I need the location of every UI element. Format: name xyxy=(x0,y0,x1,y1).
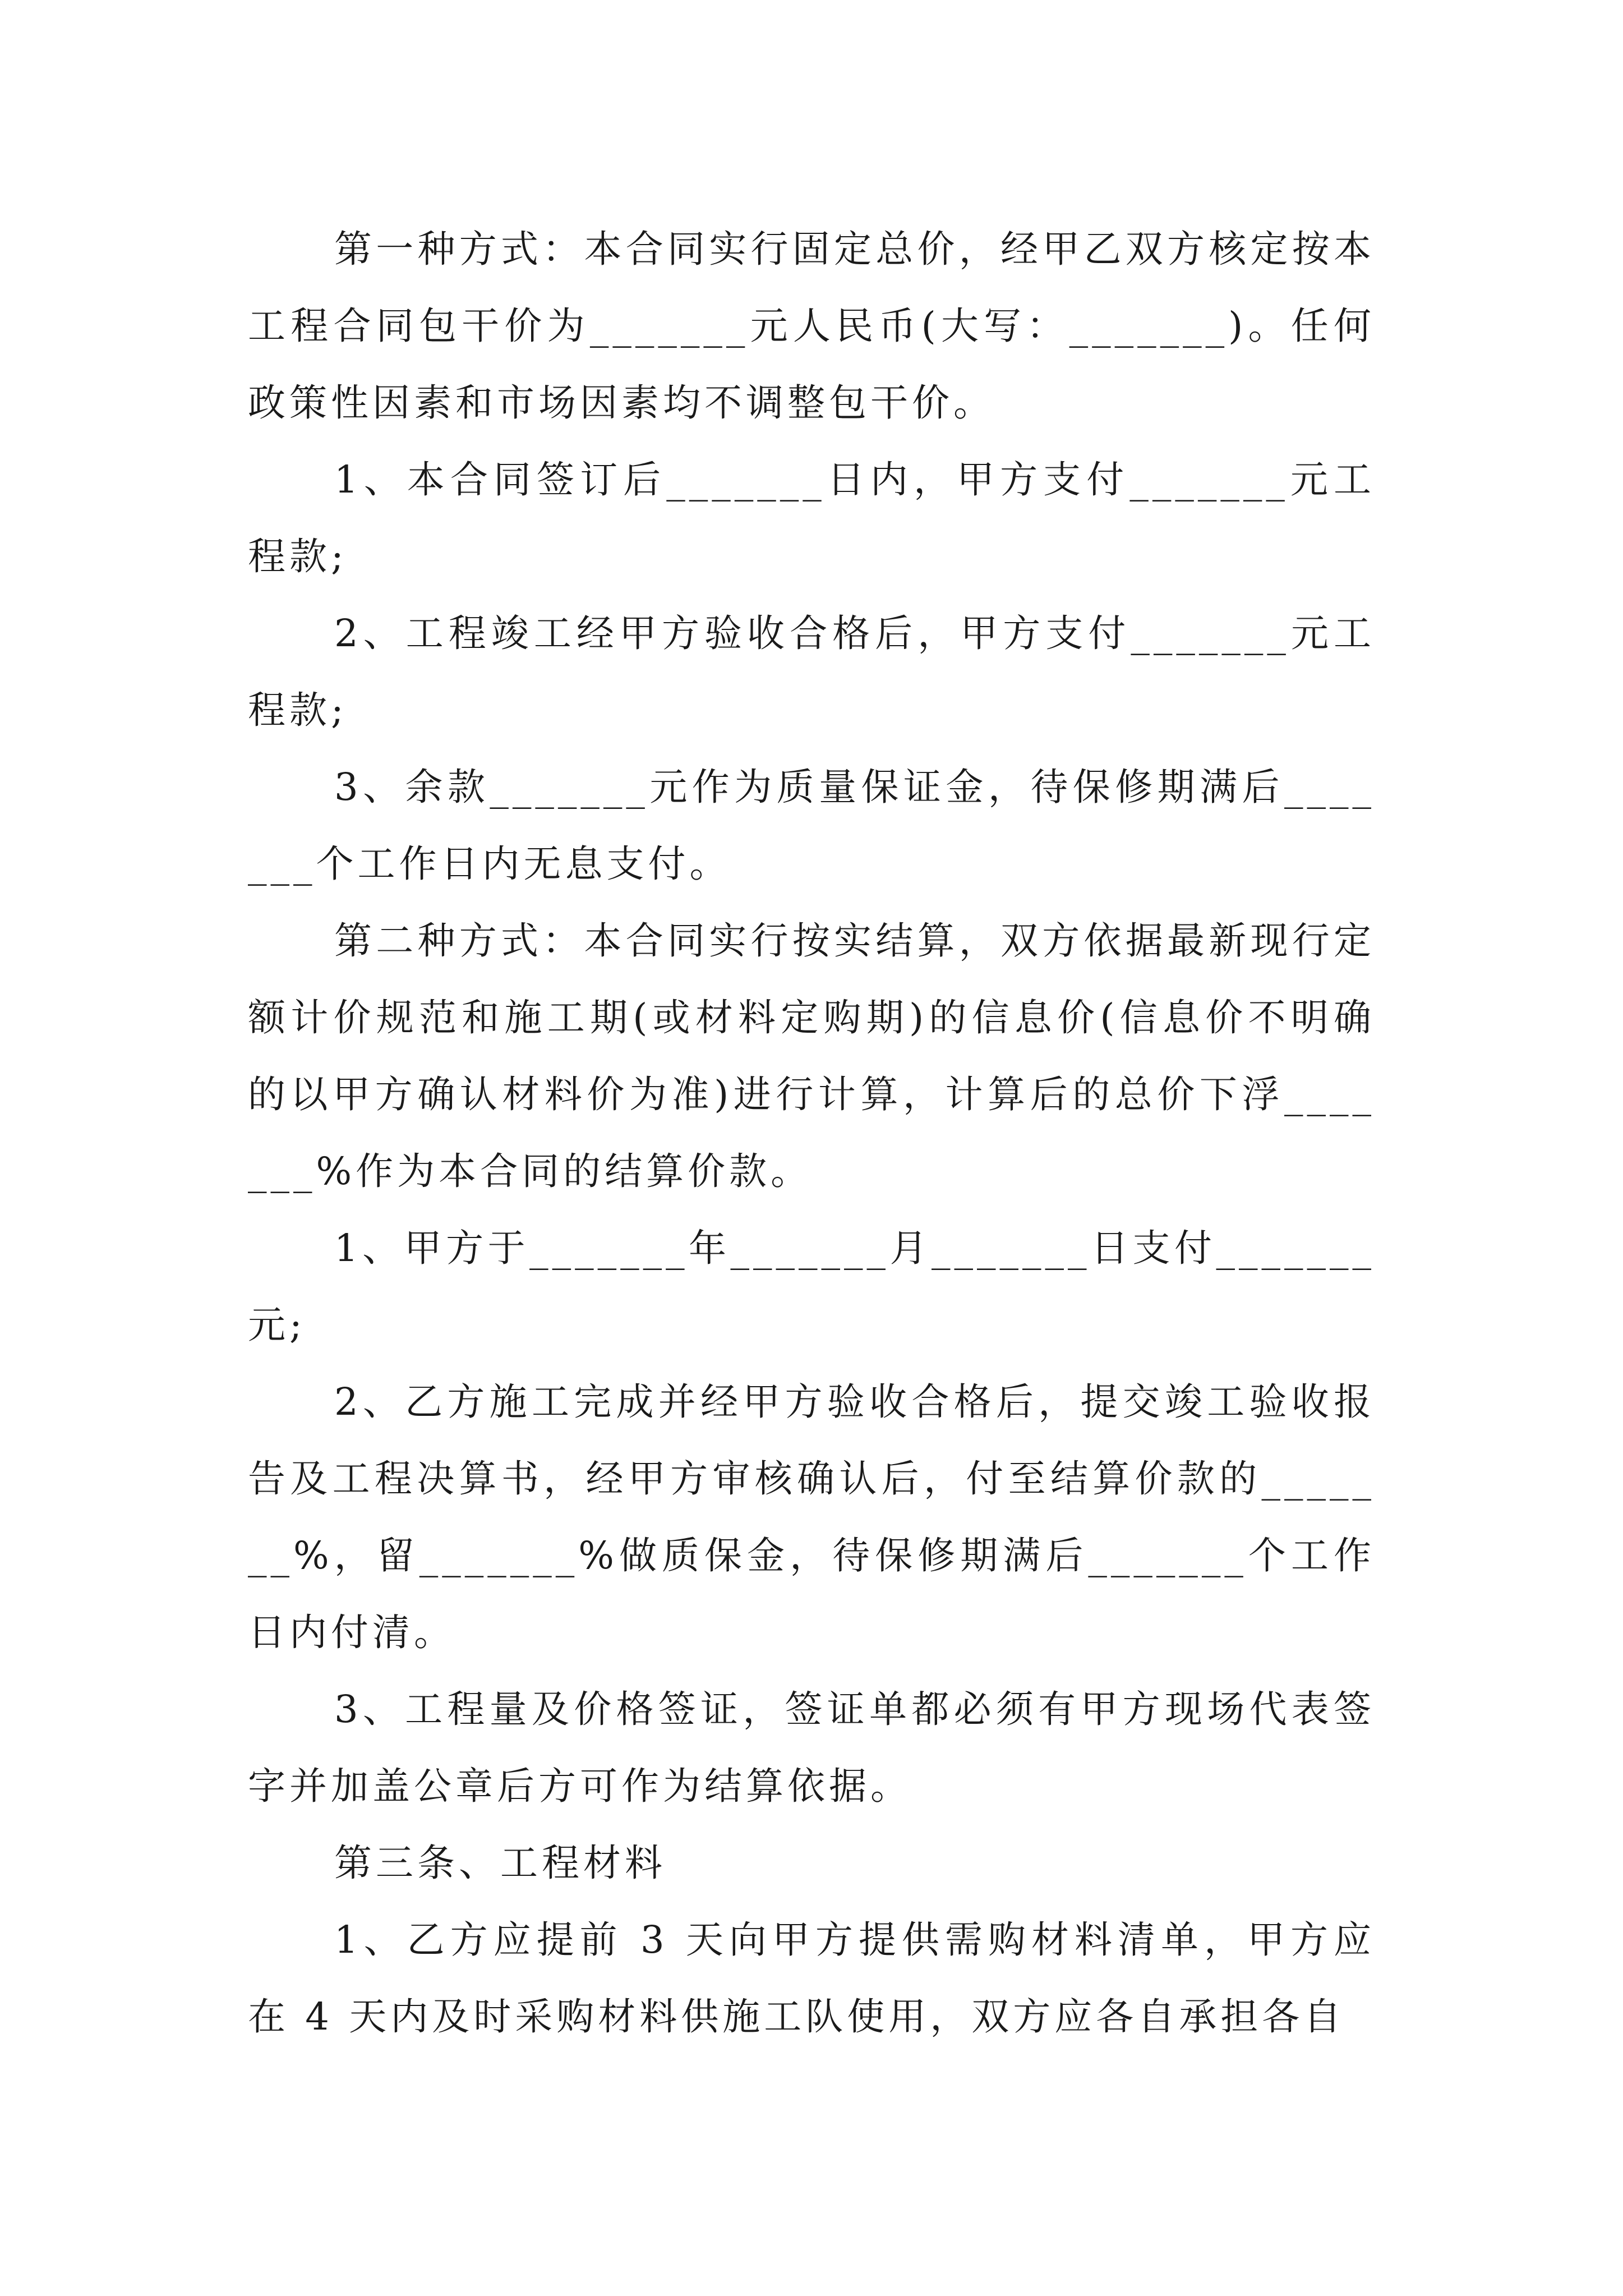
paragraph-method-two: 第二种方式：本合同实行按实结算，双方依据最新现行定额计价规范和施工期(或材料定购期)的信息价(信息价不明确的以甲方确认材料价为准)进行计算，计算后的总价下浮_______%作为本合同的结算价款。 xyxy=(248,919,1375,1193)
paragraph-method-one: 第一种方式：本合同实行固定总价，经甲乙双方核定按本工程合同包干价为_______元人民币(大写：_______)。任何政策性因素和市场因素均不调整包干价。 xyxy=(248,227,1375,425)
paragraph-method-one-item-1: 1、本合同签订后_______日内，甲方支付_______元工程款; xyxy=(248,458,1375,578)
paragraph-method-two-item-1: 1、甲方于_______年_______月_______日支付_______元; xyxy=(248,1226,1375,1347)
section-heading-materials: 第三条、工程材料 xyxy=(334,1841,666,1885)
paragraph-method-two-item-3: 3、工程量及价格签证，签证单都必须有甲方现场代表签字并加盖公章后方可作为结算依据。 xyxy=(248,1687,1375,1808)
paragraph-materials-item-1: 1、乙方应提前 3 天向甲方提供需购材料清单，甲方应在 4 天内及时采购材料供施工队使用，双方应各自承担各自 xyxy=(248,1918,1375,2039)
paragraph-method-one-item-3: 3、余款_______元作为质量保证金，待保修期满后_______个工作日内无息支付。 xyxy=(248,765,1375,886)
paragraph-method-two-item-2: 2、乙方施工完成并经甲方验收合格后，提交竣工验收报告及工程决算书，经甲方审核确认后，付至结算价款的_______%，留_______%做质保金，待保修期满后_______个工作日内付清。 xyxy=(248,1380,1375,1654)
document-body xyxy=(248,211,1375,2055)
paragraph-method-one-item-2: 2、工程竣工经甲方验收合格后，甲方支付_______元工程款; xyxy=(248,611,1375,732)
